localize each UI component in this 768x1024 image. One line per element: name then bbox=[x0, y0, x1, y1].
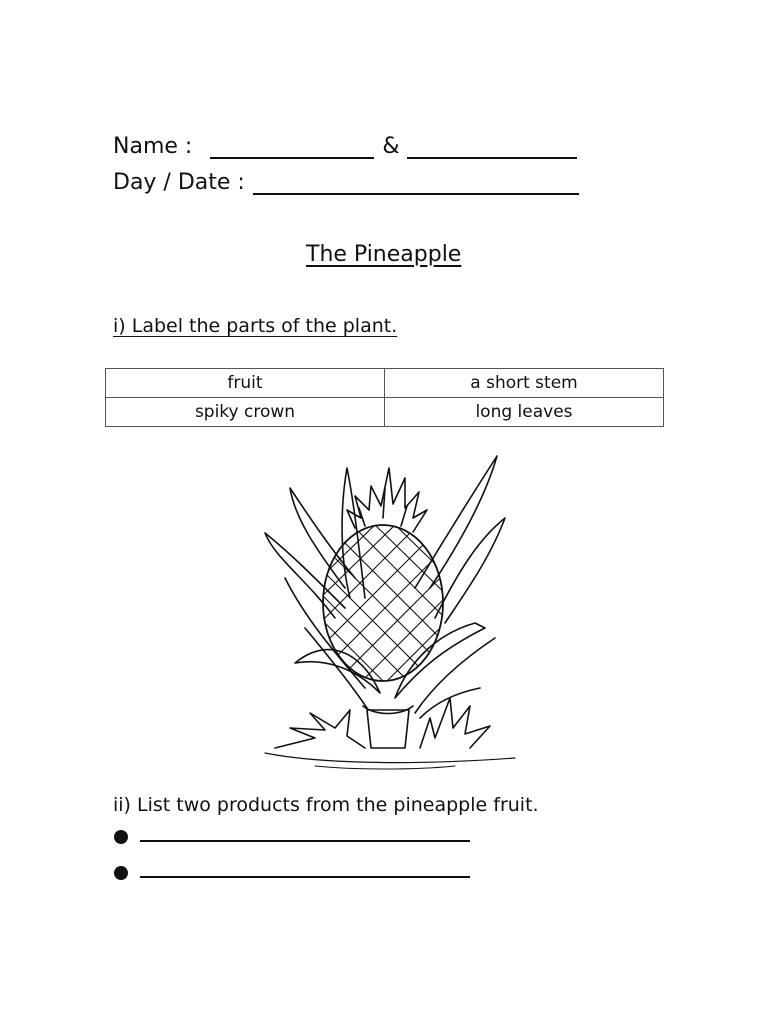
word-cell: spiky crown bbox=[106, 398, 385, 427]
date-label: Day / Date : bbox=[113, 170, 245, 195]
ampersand: & bbox=[382, 134, 400, 159]
date-row bbox=[113, 170, 587, 195]
answer-line-1[interactable] bbox=[114, 830, 470, 848]
answer-line-2[interactable] bbox=[114, 866, 470, 884]
bullet-icon bbox=[114, 866, 128, 880]
name-blank-1[interactable] bbox=[210, 157, 374, 159]
word-cell: a short stem bbox=[385, 369, 664, 398]
word-cell: fruit bbox=[106, 369, 385, 398]
page-title: The Pineapple bbox=[306, 242, 462, 267]
instruction-1: i) Label the parts of the plant. bbox=[113, 315, 398, 337]
instruction-2: ii) List two products from the pineapple fruit. bbox=[113, 794, 539, 816]
table-row bbox=[106, 398, 664, 427]
bullet-icon bbox=[114, 830, 128, 844]
pineapple-plant-drawing-icon bbox=[255, 448, 525, 778]
name-label: Name : bbox=[113, 134, 193, 159]
answer-blank[interactable] bbox=[140, 840, 470, 842]
date-blank[interactable] bbox=[253, 193, 579, 195]
name-row bbox=[113, 134, 585, 159]
name-blank-2[interactable] bbox=[407, 157, 577, 159]
word-bank-table bbox=[105, 368, 664, 427]
table-row bbox=[106, 369, 664, 398]
answer-blank[interactable] bbox=[140, 876, 470, 878]
word-cell: long leaves bbox=[385, 398, 664, 427]
